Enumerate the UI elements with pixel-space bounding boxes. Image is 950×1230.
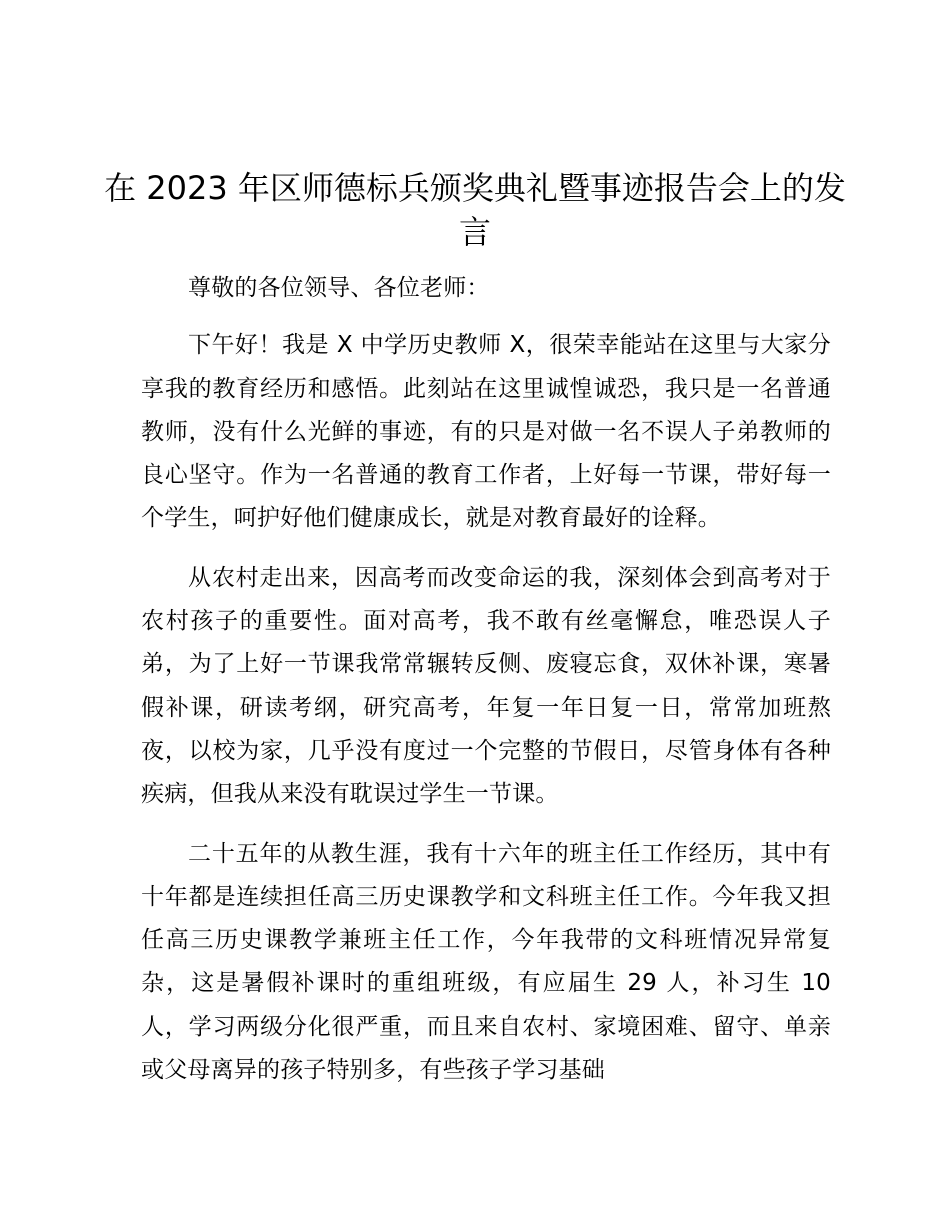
document-title: 在 2023 年区师德标兵颁奖典礼暨事迹报告会上的发言 bbox=[104, 169, 846, 251]
body-paragraph-2: 从农村走出来，因高考而改变命运的我，深刻体会到高考对于农村孩子的重要性。面对高考，我不敢有丝毫懈怠，唯恐误人子弟，为了上好一节课我常常辗转反侧、废寝忘食，双休补课，寒暑假补课，研读考纲，研究高考，年复一年日复一日，常常加班熬夜，以校为家，几乎没有度过一个完整的节假日，尽管身体有各种疾病，但我从来没有耽误过学生一节课。 bbox=[141, 564, 831, 808]
document-body bbox=[141, 267, 831, 1108]
body-paragraph-3: 二十五年的从教生涯，我有十六年的班主任工作经历，其中有十年都是连续担任高三历史课教学和文科班主任工作。今年我又担任高三历史课教学兼班主任工作，今年我带的文科班情况异常复杂，这是暑假补课时的重组班级，有应届生 29 人，补习生 10 人，学习两级分化很严重，而且来自农村、家境困难、留守、单亲或父母离异的孩子特别多，有些孩子学习基础 bbox=[141, 840, 831, 1084]
greeting-line: 尊敬的各位领导、各位老师： bbox=[188, 275, 490, 301]
body-paragraph-1: 下午好！我是 X 中学历史教师 X，很荣幸能站在这里与大家分享我的教育经历和感悟。此刻站在这里诚惶诚恐，我只是一名普通教师，没有什么光鲜的事迹，有的只是对做一名不误人子弟教师的良心坚守。作为一名普通的教育工作者，上好每一节课，带好每一个学生，呵护好他们健康成长，就是对教育最好的诠释。 bbox=[141, 332, 831, 532]
